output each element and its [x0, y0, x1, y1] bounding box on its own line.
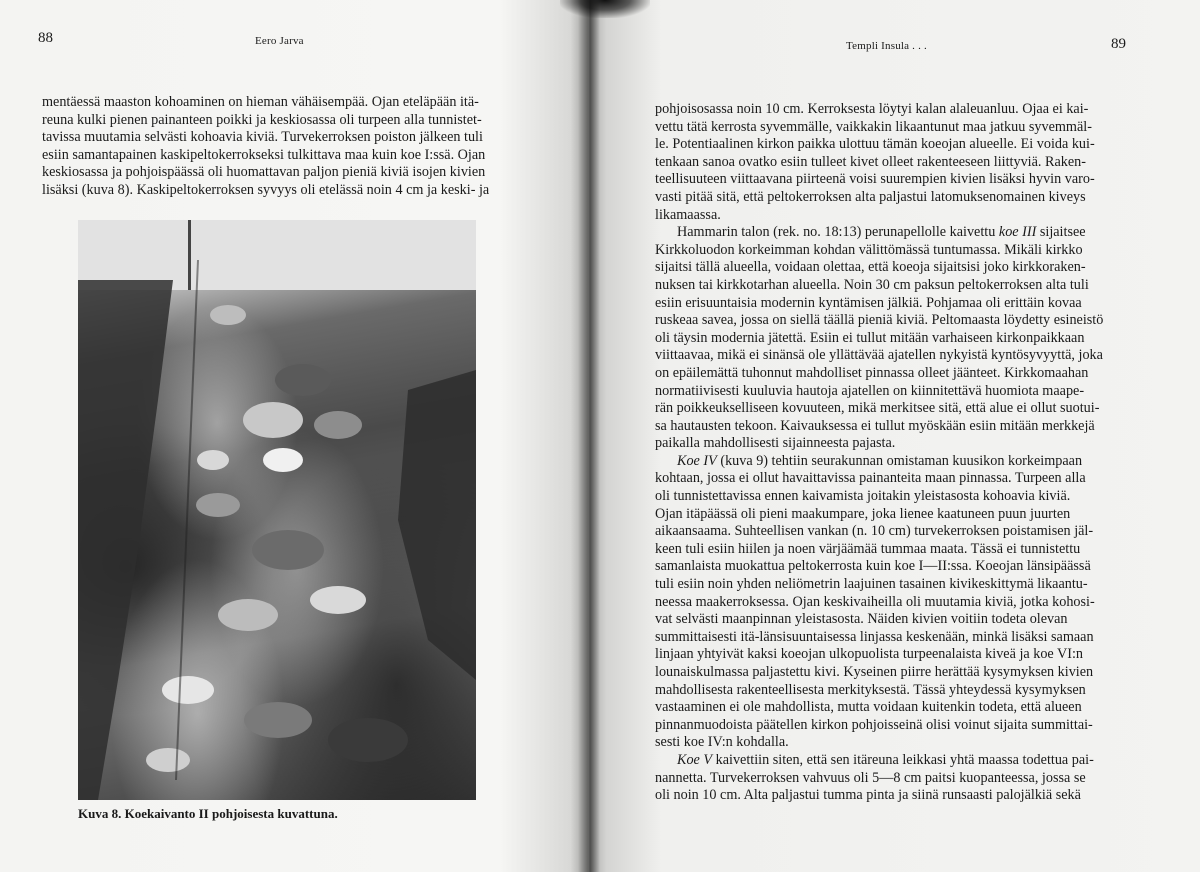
text-line: esiin samantapainen kaskipeltokerrokseksi tulkittava maa kuin koe I:ssä. Ojan	[42, 146, 486, 163]
text-line: linjaan yhtyivät kaksi koeojan ulkopuolista turpeenalaista kiveä ja koe VI:n	[655, 646, 1084, 663]
right-page	[588, 0, 1200, 872]
text-line: reuna kulki pienen painanteen poikki ja keskiosassa oli turpeen alla tunnistet-	[42, 111, 482, 128]
text-line: vat selvästi maanpinnan yleistasosta. Näiden kivien voitiin todeta olevan	[655, 611, 1068, 628]
page-number: 89	[1111, 36, 1126, 52]
running-head: Templi Insula . . .	[846, 40, 927, 52]
text-line: sa hautausten tekoon. Kaivauksessa ei tullut myöskään esiin mitään merkkejä	[655, 417, 1095, 434]
left-page	[0, 0, 588, 872]
text-line: nuksen tai kirkkotarhan alueella. Noin 30 cm paksun peltokerroksen alta tuli	[655, 276, 1089, 293]
text-line: samanlaista muokattua peltokerrosta kuin koe I—II:ssa. Koeojan länsipäässä	[655, 558, 1091, 575]
text-line: tenkaan sanoa ovatko esiin tulleet kivet olleet rakenteeseen liittyviä. Raken-	[655, 153, 1086, 170]
text-line: summittaisesti itä-länsisuuntaisessa linjassa keskenään, minkä lisäksi samaan	[655, 628, 1094, 645]
photo-illustration	[78, 220, 476, 800]
text-line: rän poikkeukselliseen kovuuteen, mikä merkitsee sitä, että alue ei ollut suotui-	[655, 400, 1100, 417]
text-line: esiin erisuuntaisia modernin kyntämisen jälkiä. Pohjamaa oli erittäin kovaa	[655, 294, 1082, 311]
text-line: tuli esiin noin yhden neliömetrin laajuinen tasainen kivikeskittymä likaantu-	[655, 576, 1088, 593]
running-head: Eero Jarva	[255, 35, 304, 47]
text-line: mentäessä maaston kohoaminen on hieman vähäisempää. Ojan eteläpään itä-	[42, 94, 479, 110]
text-line: viittaavaa, mikä ei sinänsä ole yllättävää ajatellen nykyistä kyntösyvyyttä, joka	[655, 347, 1103, 364]
text-line: nannetta. Turvekerroksen vahvuus oli 5—8 cm paitsi kuopanteessa, jossa se	[655, 769, 1086, 786]
text-line: sijaitsi tällä alueella, voidaan olettaa, että koeoja sijaitsisi joko kirkkoraken-	[655, 259, 1086, 276]
text-line: Ojan itäpäässä oli pieni maakumpare, joka lienee kaatuneen puun juurten	[655, 505, 1071, 522]
text-line: Koe V kaivettiin siten, että sen itäreuna leikkasi yhtä maassa todettua pai-	[677, 751, 1094, 768]
text-line: keskiosassa ja pohjoispäässä oli huomattavan paljon pieniä kiviä isojen kivien	[42, 164, 486, 181]
text-line: sesti koe IV:n kohdalla.	[655, 734, 789, 751]
text-line: likamaassa.	[655, 206, 721, 223]
binding-shadow	[560, 0, 650, 18]
text-line: teellisuuteen viittaavana piirteenä voisi suurempien kivien lisäksi hyvin varo-	[655, 171, 1095, 188]
text-line: Koe IV (kuva 9) tehtiin seurakunnan omistaman kuusikon korkeimpaan	[677, 452, 1083, 469]
text-line: aikaansaama. Suhteellisen vankan (n. 10 cm) turvekerroksen poistamisen jäl-	[655, 523, 1094, 540]
text-line: vasti pitää sitä, että peltokerroksen alta paljastui latomuksenomainen kiveys	[655, 188, 1086, 205]
text-line: Hammarin talon (rek. no. 18:13) perunapellolle kaivettu koe III sijaitsee	[677, 224, 1086, 241]
text-line: pinnanmuodoista päätellen kirkon pohjoisseinä olisi voinut sijaita summittai-	[655, 716, 1093, 733]
text-line: kohtaan, jossa ei ollut havaittavissa painanteita maan pinnassa. Turpeen alla	[655, 470, 1086, 487]
text-line: oli tunnistettavissa ennen kaivamista joitakin yleistasosta kohoavia kiviä.	[655, 488, 1071, 505]
text-line: on epäilemättä tuhonnut mahdolliset pinnassa olleet jäänteet. Kirkkomaahan	[655, 364, 1089, 381]
text-line: lounaiskulmassa paljastettu kivi. Kyseinen piirre herättää kysymyksen kivien	[655, 664, 1094, 680]
excavation-photo	[78, 220, 476, 800]
text-line: mahdollisesta rakenteellisesta merkityksestä. Tässä yhteydessä kysymyksen	[655, 681, 1086, 698]
text-line: oli täysin modernia jätettä. Esiin ei tullut mitään varhaiseen kirkonpaikkaan	[655, 329, 1085, 346]
body-text	[655, 101, 1121, 805]
text-line: vettu tätä kerrosta syvemmälle, vaikkakin likaantunut maa jatkuu syvemmäl-	[655, 118, 1092, 135]
text-line: normatiivisesti kuuluvia hautoja ajatellen on kiinnitettävä huomiota maape-	[655, 382, 1085, 399]
text-line: Kirkkoluodon korkeimman kohdan välittömässä tuntumassa. Mikäli kirkko	[655, 241, 1083, 258]
book-gutter	[578, 0, 600, 872]
text-line: pohjoisosassa noin 10 cm. Kerroksesta löytyi kalan alaleuanluu. Ojaa ei kai-	[655, 101, 1089, 117]
text-line: paikalla mahdollisesti sijainneesta pajasta.	[655, 435, 896, 452]
body-text	[42, 94, 528, 200]
text-line: vastaaminen ei ole mahdollista, mutta voidaan kuitenkin todeta, että alueen	[655, 699, 1082, 716]
text-line: keen tuli esiin hiilen ja noen värjäämää tummaa maata. Tässä ei tunnistettu	[655, 540, 1081, 557]
text-line: neessa maakerroksessa. Ojan keskivaiheilla oli muutamia kiviä, jotka kohosi-	[655, 593, 1095, 610]
page-number: 88	[38, 30, 53, 46]
text-line: tavissa muutamia selvästi kohoavia kiviä. Turvekerroksen poiston jälkeen tuli	[42, 129, 483, 146]
text-line: lisäksi (kuva 8). Kaskipeltokerroksen syvyys oli etelässä noin 4 cm ja keski- ja	[42, 181, 490, 198]
text-line: le. Potentiaalinen kirkon paikka ulottuu tämän koeojan alueelle. Ei voida kui-	[655, 136, 1095, 153]
text-line: ruskeaa savea, jossa on siellä täällä pieniä kiviä. Peltomaasta löydetty esineistö	[655, 312, 1104, 329]
text-line: oli noin 10 cm. Alta paljastui tumma pinta ja siinä runsaasti palojälkiä sekä	[655, 787, 1081, 804]
figure-caption: Kuva 8. Koekaivanto II pohjoisesta kuvattuna.	[78, 806, 338, 821]
